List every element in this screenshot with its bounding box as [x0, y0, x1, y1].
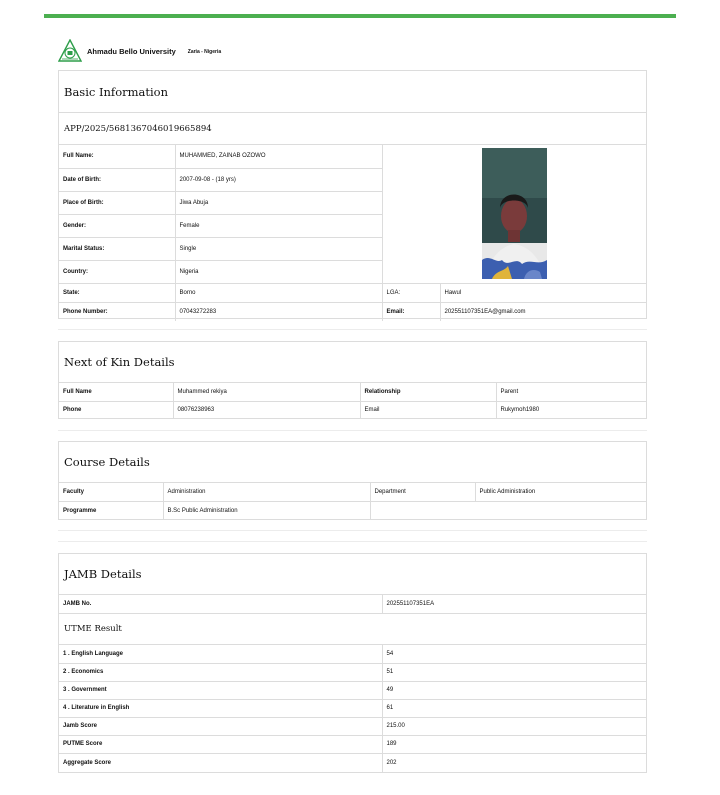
- programme-empty-cell: [370, 501, 646, 520]
- marital-status-value: Single: [175, 237, 382, 260]
- full-name-label: Full Name:: [59, 145, 175, 168]
- place-of-birth-label: Place of Birth:: [59, 191, 175, 214]
- subject-literature-label: 4 . Literature in English: [59, 699, 382, 717]
- programme-label: Programme: [59, 501, 163, 520]
- email-value: 202551107351EA@gmail.com: [440, 302, 646, 321]
- aggregate-score-label: Aggregate Score: [59, 753, 382, 772]
- gender-value: Female: [175, 214, 382, 237]
- top-accent-bar: [44, 14, 676, 18]
- section-divider: [58, 541, 647, 542]
- course-details-section: [58, 441, 647, 520]
- kin-full-name-value: Muhammed rekiya: [173, 383, 360, 401]
- full-name-value: MUHAMMED, ZAINAB OZOWO: [175, 145, 382, 168]
- jamb-score-value: 215.00: [382, 717, 646, 735]
- kin-email-label: Email: [360, 401, 496, 419]
- course-details-table: [59, 483, 646, 520]
- faculty-value: Administration: [163, 483, 370, 501]
- aggregate-score-value: 202: [382, 753, 646, 772]
- next-of-kin-section: [58, 341, 647, 419]
- university-location: Zaria - Nigeria: [187, 48, 222, 55]
- utme-result-table: [59, 645, 646, 772]
- subject-economics-score: 51: [382, 663, 646, 681]
- department-value: Public Administration: [475, 483, 646, 501]
- subject-english-score: 54: [382, 645, 646, 663]
- marital-status-label: Marital Status:: [59, 237, 175, 260]
- basic-information-section: [58, 70, 647, 319]
- state-value: Borno: [175, 283, 382, 302]
- phone-number-value: 07043272283: [175, 302, 382, 321]
- next-of-kin-table: [59, 383, 646, 419]
- university-name: Ahmadu Bello University: [87, 46, 176, 56]
- programme-value: B.Sc Public Administration: [163, 501, 370, 520]
- section-divider: [58, 430, 647, 431]
- jamb-number-table: [59, 595, 646, 613]
- gender-label: Gender:: [59, 214, 175, 237]
- jamb-number-value: 202551107351EA: [382, 595, 646, 613]
- basic-information-table: [59, 145, 646, 321]
- date-of-birth-label: Date of Birth:: [59, 168, 175, 191]
- jamb-details-title: JAMB Details: [59, 554, 646, 595]
- section-divider: [58, 530, 647, 531]
- application-id: APP/2025/5681367046019665894: [59, 113, 646, 145]
- subject-literature-score: 61: [382, 699, 646, 717]
- kin-relationship-value: Parent: [496, 383, 646, 401]
- putme-score-label: PUTME Score: [59, 735, 382, 753]
- country-value: Nigeria: [175, 260, 382, 283]
- country-label: Country:: [59, 260, 175, 283]
- course-details-title: Course Details: [59, 442, 646, 483]
- jamb-score-label: Jamb Score: [59, 717, 382, 735]
- lga-label: LGA:: [382, 283, 440, 302]
- place-of-birth-value: Jiwa Abuja: [175, 191, 382, 214]
- section-divider: [58, 329, 647, 330]
- department-label: Department: [370, 483, 475, 501]
- kin-full-name-label: Full Name: [59, 383, 173, 401]
- jamb-number-label: JAMB No.: [59, 595, 382, 613]
- passport-photo: [482, 148, 547, 279]
- jamb-details-section: [58, 553, 647, 773]
- date-of-birth-value: 2007-09-08 - (18 yrs): [175, 168, 382, 191]
- phone-number-label: Phone Number:: [59, 302, 175, 321]
- putme-score-value: 189: [382, 735, 646, 753]
- passport-photo-cell: [382, 145, 646, 283]
- faculty-label: Faculty: [59, 483, 163, 501]
- subject-government-label: 3 . Government: [59, 681, 382, 699]
- kin-email-value: Rukymoh1980: [496, 401, 646, 419]
- subject-government-score: 49: [382, 681, 646, 699]
- university-header: [58, 39, 221, 63]
- email-label: Email:: [382, 302, 440, 321]
- kin-relationship-label: Relationship: [360, 383, 496, 401]
- university-logo-icon: [58, 39, 82, 63]
- subject-english-label: 1 . English Language: [59, 645, 382, 663]
- kin-phone-label: Phone: [59, 401, 173, 419]
- kin-phone-value: 08076238963: [173, 401, 360, 419]
- basic-information-title: Basic Information: [59, 71, 646, 113]
- lga-value: Hawul: [440, 283, 646, 302]
- utme-result-title: UTME Result: [59, 613, 646, 645]
- state-label: State:: [59, 283, 175, 302]
- next-of-kin-title: Next of Kin Details: [59, 342, 646, 383]
- subject-economics-label: 2 . Economics: [59, 663, 382, 681]
